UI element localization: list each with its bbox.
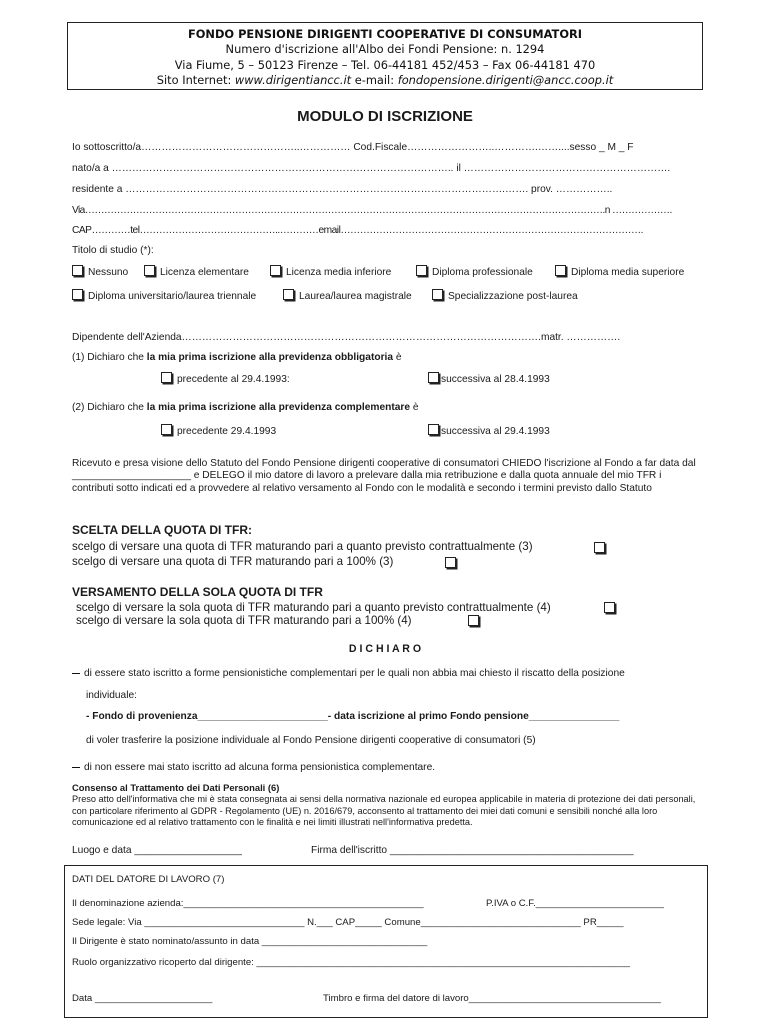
site-label: Sito Internet: — [156, 73, 235, 87]
studio-option-specializzazione[interactable]: Specializzazione post-laurea — [432, 289, 578, 302]
sola-100-checkbox-icon[interactable] — [468, 615, 479, 626]
q1-option-successiva[interactable]: successiva al 28.4.1993 — [428, 372, 550, 385]
birth-line[interactable]: nato/a a ……………………………………………………………………………………….. il ……………………………………………………. — [72, 163, 671, 174]
studio-option-laurea-triennale[interactable]: Diploma universitario/laurea triennale — [72, 289, 256, 302]
tfr-option-contrattuale[interactable]: scelgo di versare una quota di TFR maturando pari a quanto previsto contrattualmente (3) — [72, 540, 533, 553]
checkbox-icon[interactable] — [432, 289, 443, 300]
header-box — [67, 22, 703, 90]
checkbox-icon[interactable] — [144, 265, 155, 276]
dash-marker[interactable] — [72, 673, 80, 674]
luogo-data-field[interactable]: Luogo e data ___________________ — [72, 845, 242, 856]
dichiaro-item-non-iscritto[interactable]: di non essere mai stato iscritto ad alcuna forma pensionistica complementare. — [72, 762, 435, 773]
studio-option-diploma-professionale[interactable]: Diploma professionale — [416, 265, 533, 278]
checkbox-icon[interactable] — [161, 424, 172, 435]
q2-question: (2) Dichiaro che la mia prima iscrizione alla previdenza complementare è — [72, 402, 419, 413]
piva-field[interactable]: P.IVA o C.F.________________________ — [486, 898, 664, 909]
studio-option-media-superiore[interactable]: Diploma media superiore — [555, 265, 684, 278]
email-label: e-mail: — [351, 73, 398, 87]
dichiaro-item-iscritto[interactable]: di essere stato iscritto a forme pensionistiche complementari per le quali non abbia mai chiesto il riscatto della posizione — [72, 668, 625, 679]
ruolo-field[interactable]: Ruolo organizzativo ricoperto dal dirigente: ______________________________________________________________________ — [72, 957, 631, 968]
tfr-heading: SCELTA DELLA QUOTA DI TFR: — [72, 523, 252, 537]
dipendente-line[interactable]: Dipendente dell'Azienda…………………………………………………………………………………………….matr. ……………. — [72, 332, 621, 343]
street-line[interactable]: Via……………………………………………………………………………………………………………………………………………….n ………………. — [72, 205, 672, 216]
datore-data-field[interactable]: Data ______________________ — [72, 993, 213, 1004]
fondo-provenienza-line[interactable]: - Fondo di provenienza_______________________- data iscrizione al primo Fondo pensione________________ — [86, 711, 620, 722]
residence-line[interactable]: residente a ………………………………………………………………………………………………….……. prov. …………….. — [72, 184, 613, 195]
albo-number: Numero d'iscrizione all'Albo dei Fondi Pensione: n. 1294 — [225, 42, 545, 56]
site-link[interactable]: www.dirigentiancc.it — [234, 73, 352, 87]
sola-heading: VERSAMENTO DELLA SOLA QUOTA DI TFR — [72, 585, 323, 599]
sola-contrattuale-checkbox-icon[interactable] — [604, 602, 615, 613]
sola-option-100[interactable]: scelgo di versare la sola quota di TFR maturando pari a 100% (4) — [76, 614, 412, 627]
studio-option-media-inferiore[interactable]: Licenza media inferiore — [270, 265, 391, 278]
checkbox-icon[interactable] — [270, 265, 281, 276]
timbro-firma-field[interactable]: Timbro e firma del datore di lavoro____________________________________ — [323, 993, 661, 1004]
ricevuto-paragraph: Ricevuto e presa visione dello Statuto del Fondo Pensione dirigenti cooperative di consumatori CHIEDO l'iscrizione al Fondo a far data dal _____________________ e DELEGO il mio datore di lavoro a prelevare dalla mia retribuzione e dalla quota annuale del mio TFR i contributi sotto indicati ed a provvedere al relativo versamento al Fondo con le modalità e secondo i termini previsto dallo Statuto — [72, 458, 696, 494]
fund-address: Via Fiume, 5 – 50123 Firenze – Tel. 06-44181 452/453 – Fax 06-44181 470 — [174, 58, 596, 72]
form-title: MODULO DI ISCRIZIONE — [297, 108, 473, 125]
consenso-heading: Consenso al Trattamento dei Dati Personali (6) — [72, 782, 280, 793]
trasferire-line[interactable]: di voler trasferire la posizione individuale al Fondo Pensione dirigenti cooperative di consumatori (5) — [86, 735, 536, 746]
checkbox-icon[interactable] — [428, 372, 439, 383]
dash-marker[interactable] — [72, 767, 80, 768]
checkbox-icon[interactable] — [161, 372, 172, 383]
studio-option-laurea-magistrale[interactable]: Laurea/laurea magistrale — [283, 289, 412, 302]
datore-heading: DATI DEL DATORE DI LAVORO (7) — [72, 874, 225, 885]
q1-question: (1) Dichiaro che la mia prima iscrizione alla previdenza obbligatoria è — [72, 352, 402, 363]
checkbox-icon[interactable] — [283, 289, 294, 300]
tfr-contrattuale-checkbox-icon[interactable] — [594, 542, 605, 553]
fund-name: FONDO PENSIONE DIRIGENTI COOPERATIVE DI CONSUMATORI — [187, 27, 583, 41]
q1-option-precedente[interactable]: precedente al 29.4.1993: — [161, 372, 290, 385]
tfr-option-100[interactable]: scelgo di versare una quota di TFR maturando pari a 100% (3) — [72, 555, 394, 568]
dichiaro-heading: D I C H I A R O — [348, 643, 422, 655]
studio-option-elementare[interactable]: Licenza elementare — [144, 265, 249, 278]
checkbox-icon[interactable] — [72, 265, 83, 276]
checkbox-icon[interactable] — [555, 265, 566, 276]
denominazione-field[interactable]: Il denominazione azienda:_____________________________________________ — [72, 898, 424, 909]
email-link[interactable]: fondopensione.dirigenti@ancc.coop.it — [397, 73, 614, 87]
studio-option-nessuno[interactable]: Nessuno — [72, 265, 128, 278]
fund-contacts — [68, 73, 702, 87]
tfr-100-checkbox-icon[interactable] — [445, 557, 456, 568]
checkbox-icon[interactable] — [416, 265, 427, 276]
nominato-field[interactable]: Il Dirigente è stato nominato/assunto in data _______________________________ — [72, 936, 428, 947]
checkbox-icon[interactable] — [428, 424, 439, 435]
q2-option-precedente[interactable]: precedente 29.4.1993 — [161, 424, 276, 437]
firma-iscritto-field[interactable]: Firma dell'iscritto ___________________________________________ — [311, 845, 634, 856]
dichiaro-item-cont: individuale: — [86, 690, 137, 701]
checkbox-icon[interactable] — [72, 289, 83, 300]
consenso-body: Preso atto dell'informativa che mi è stata consegnata ai sensi della normativa nazionale ed europea applicabile in materia di protezione dei dati personali, con particolare riferimento al GDPR - Regolamento (UE) n. 2016/679, acconsento al trattamento dei miei dati comuni e sensibili nonché alla loro comunicazione ed al relativo trattamento con le finalità e nei limiti illustrati nell'informativa predetta. — [72, 794, 696, 828]
q2-option-successiva[interactable]: successiva al 29.4.1993 — [428, 424, 550, 437]
sola-option-contrattuale[interactable]: scelgo di versare la sola quota di TFR maturando pari a quanto previsto contrattualmente (4) — [76, 601, 551, 614]
contact-line[interactable]: CAP…………tel……………………………………..…………email…………………………………………………………………………………. — [72, 225, 643, 236]
name-cf-line[interactable]: Io sottoscritto/a………………………………………..…………… Cod.Fiscale……………………..………….……....sesso _ M _ F — [72, 142, 634, 153]
sede-legale-field[interactable]: Sede legale: Via ______________________________ N.___ CAP_____ Comune______________________________ PR_____ — [72, 917, 624, 928]
titolo-label: Titolo di studio (*): — [72, 245, 154, 256]
